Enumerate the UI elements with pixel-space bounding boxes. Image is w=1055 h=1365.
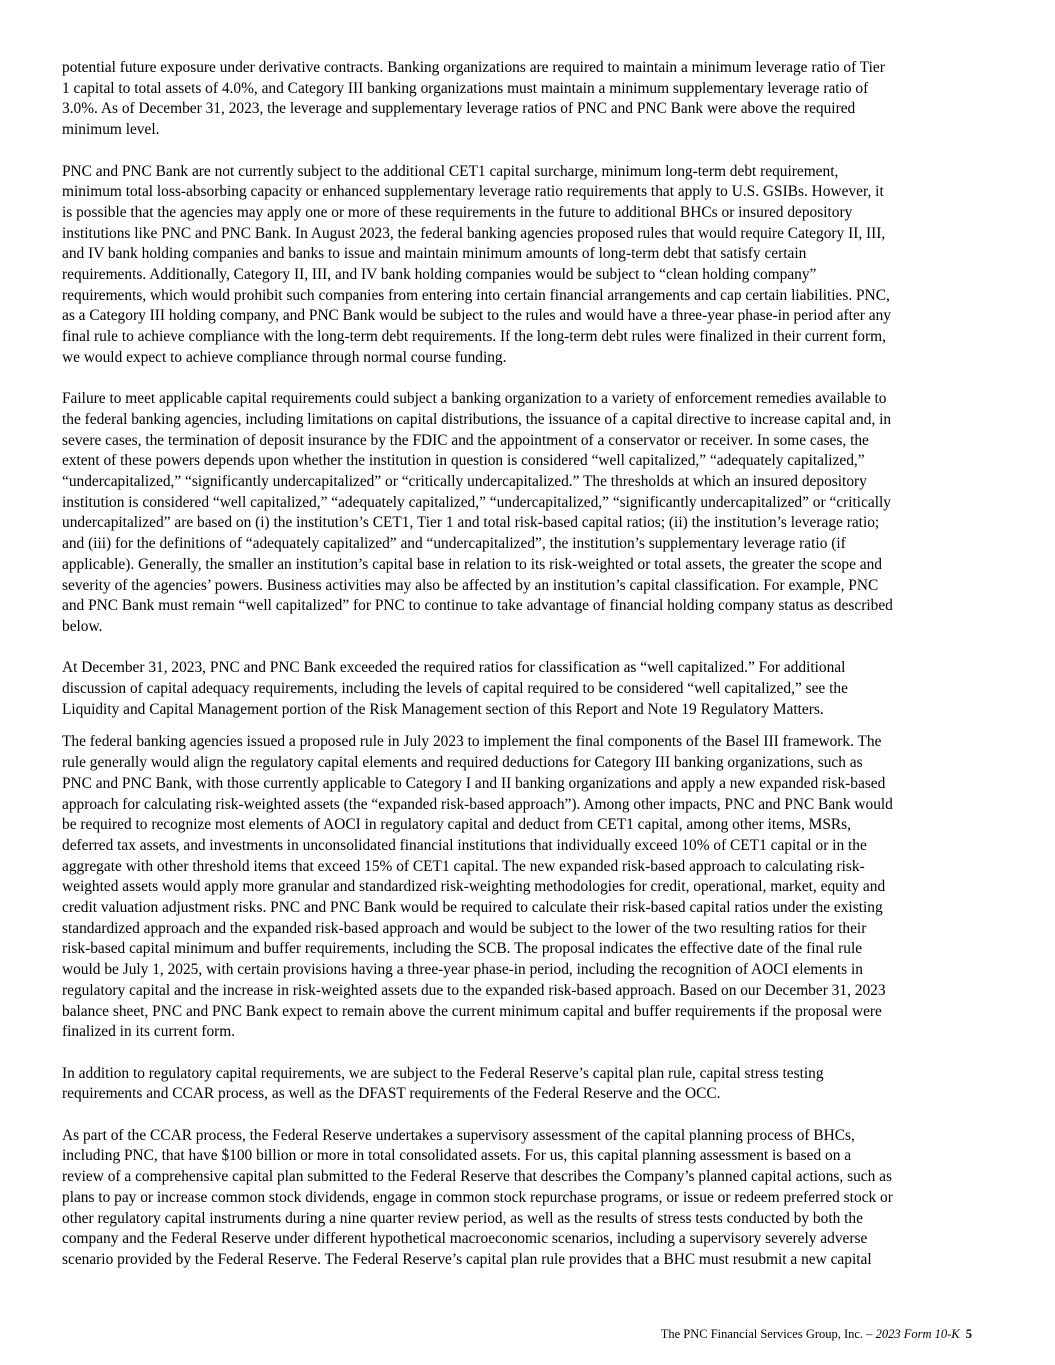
text-line: other regulatory capital instruments during a nine quarter review period, as well as the results of stress tests conducted by both the bbox=[62, 1209, 863, 1227]
text-line: company and the Federal Reserve under different hypothetical macroeconomic scenarios, including a supervisory severely adverse bbox=[62, 1230, 868, 1248]
text-line: be required to recognize most elements of AOCI in regulatory capital and deduct from CET1 capital, among other items, MSRs, bbox=[62, 816, 851, 834]
text-line: PNC and PNC Bank are not currently subject to the additional CET1 capital surcharge, minimum long-term debt requirement, bbox=[62, 162, 839, 180]
text-line: we would expect to achieve compliance through normal course funding. bbox=[62, 348, 507, 366]
footer-company: The PNC Financial Services Group, Inc. – bbox=[660, 1327, 873, 1341]
text-line: undercapitalized” are based on (i) the institution’s CET1, Tier 1 and total risk-based capital ratios; (ii) the institution’s leverage ratio; bbox=[62, 514, 880, 532]
text-line: rule generally would align the regulatory capital elements and required deductions for Category III banking organizations, such as bbox=[62, 754, 863, 772]
text-line: balance sheet, PNC and PNC Bank expect to remain above the current minimum capital and buffer requirements if the proposal were bbox=[62, 1002, 882, 1020]
text-line: In addition to regulatory capital requirements, we are subject to the Federal Reserve’s capital plan rule, capital stress testing bbox=[62, 1064, 824, 1082]
text-line: including PNC, that have $100 billion or more in total consolidated assets. For us, this capital planning assessment is based on a bbox=[62, 1147, 852, 1165]
text-line: Liquidity and Capital Management portion of the Risk Management section of this Report and Note 19 Regulatory Matters. bbox=[62, 700, 824, 718]
text-line: severe cases, the termination of deposit insurance by the FDIC and the appointment of a conservator or receiver. In some cases, the bbox=[62, 431, 869, 449]
text-line: “undercapitalized,” “significantly undercapitalized” or “critically undercapitalized.” The thresholds at which an insured depository bbox=[62, 473, 867, 491]
paragraph-basel-iii bbox=[62, 732, 997, 1043]
text-line: minimum total loss-absorbing capacity or enhanced supplementary leverage ratio requirements that apply to U.S. GSIBs. However, it bbox=[62, 183, 884, 201]
text-line: the federal banking agencies, including limitations on capital distributions, the issuance of a capital directive to increase capital and, in bbox=[62, 410, 892, 428]
page-number: 5 bbox=[965, 1327, 972, 1341]
text-line: 1 capital to total assets of 4.0%, and Category III banking organizations must maintain a minimum supplementary leverage ratio of bbox=[62, 79, 869, 97]
text-line: would be July 1, 2025, with certain provisions having a three-year phase-in period, including the recognition of AOCI elements in bbox=[62, 961, 863, 979]
paragraph-capital-plan-rule bbox=[62, 1064, 997, 1105]
text-line: institutions like PNC and PNC Bank. In August 2023, the federal banking agencies proposed rules that would require Category II, III, bbox=[62, 224, 886, 242]
text-line: requirements. Additionally, Category II, III, and IV bank holding companies would be subject to “clean holding company” bbox=[62, 266, 817, 284]
text-line: finalized in its current form. bbox=[62, 1023, 236, 1041]
paragraph-ccar-process bbox=[62, 1126, 997, 1271]
paragraph-gsib-requirements bbox=[62, 162, 997, 369]
text-line: As part of the CCAR process, the Federal Reserve undertakes a supervisory assessment of the capital planning process of BHCs, bbox=[62, 1126, 855, 1144]
footer-form: 2023 Form 10-K bbox=[875, 1327, 960, 1341]
text-line: approach for calculating risk-weighted assets (the “expanded risk-based approach”). Among other impacts, PNC and PNC Bank would bbox=[62, 795, 893, 813]
text-line: below. bbox=[62, 617, 103, 635]
text-line: scenario provided by the Federal Reserve. The Federal Reserve’s capital plan rule provides that a BHC must resubmit a new capital bbox=[62, 1251, 872, 1268]
text-line: 3.0%. As of December 31, 2023, the leverage and supplementary leverage ratios of PNC and PNC Bank were above the required bbox=[62, 100, 856, 118]
text-line: institution is considered “well capitalized,” “adequately capitalized,” “undercapitalized,” “significantly undercapitalized” or “critically bbox=[62, 493, 891, 511]
text-line: review of a comprehensive capital plan submitted to the Federal Reserve that describes the Company’s planned capital actions, such as bbox=[62, 1168, 892, 1186]
text-line: deferred tax assets, and investments in unconsolidated financial institutions that individually exceed 10% of CET1 capital or in the bbox=[62, 836, 867, 854]
text-line: PNC and PNC Bank, with those currently applicable to Category I and II banking organizations and apply a new expanded risk-based bbox=[62, 774, 886, 792]
page-footer bbox=[661, 1327, 972, 1342]
text-line: discussion of capital adequacy requirements, including the levels of capital required to be considered “well capitalized,” see the bbox=[62, 680, 848, 698]
text-line: is possible that the agencies may apply one or more of these requirements in the future to additional BHCs or insured depository bbox=[62, 203, 853, 221]
document-body bbox=[62, 58, 997, 1271]
paragraph-well-capitalized bbox=[62, 658, 997, 720]
text-line: requirements and CCAR process, as well as the DFAST requirements of the Federal Reserve and the OCC. bbox=[62, 1085, 721, 1103]
text-line: final rule to achieve compliance with the long-term debt requirements. If the long-term debt rules were finalized in their current form, bbox=[62, 328, 886, 346]
text-line: as a Category III holding company, and PNC Bank would be subject to the rules and would have a three-year phase-in period after any bbox=[62, 307, 891, 325]
text-line: At December 31, 2023, PNC and PNC Bank exceeded the required ratios for classification as “well capitalized.” For additional bbox=[62, 659, 846, 677]
text-line: plans to pay or increase common stock dividends, engage in common stock repurchase programs, or issue or redeem preferred stock or bbox=[62, 1188, 893, 1206]
text-line: and IV bank holding companies and banks to issue and maintain minimum amounts of long-term debt that satisfy certain bbox=[62, 245, 807, 263]
text-line: and PNC Bank must remain “well capitalized” for PNC to continue to take advantage of financial holding company status as described bbox=[62, 597, 893, 615]
text-line: weighted assets would apply more granular and standardized risk-weighting methodologies for credit, operational, market, equity and bbox=[62, 878, 886, 896]
text-line: credit valuation adjustment risks. PNC and PNC Bank would be required to calculate their risk-based capital ratios under the existing bbox=[62, 899, 883, 917]
text-line: potential future exposure under derivative contracts. Banking organizations are required to maintain a minimum leverage ratio of Tier bbox=[62, 59, 885, 76]
paragraph-enforcement-remedies bbox=[62, 389, 997, 637]
text-line: The federal banking agencies issued a proposed rule in July 2023 to implement the final components of the Basel III framework. The bbox=[62, 733, 882, 751]
text-line: Failure to meet applicable capital requirements could subject a banking organization to a variety of enforcement remedies available to bbox=[62, 390, 887, 408]
text-line: extent of these powers depends upon whether the institution in question is considered “well capitalized,” “adequately capitalized,” bbox=[62, 452, 865, 470]
text-line: applicable). Generally, the smaller an institution’s capital base in relation to its risk-weighted or total assets, the greater the scope and bbox=[62, 555, 883, 573]
text-line: regulatory capital and the increase in risk-weighted assets due to the expanded risk-based approach. Based on our December 31, 2023 bbox=[62, 981, 886, 999]
text-line: severity of the agencies’ powers. Business activities may also be affected by an institution’s capital classification. For example, PNC bbox=[62, 576, 879, 594]
text-line: risk-based capital minimum and buffer requirements, including the SCB. The proposal indicates the effective date of the final rule bbox=[62, 940, 863, 958]
text-line: minimum level. bbox=[62, 121, 160, 139]
text-line: aggregate with other threshold items that exceed 15% of CET1 capital. The new expanded risk-based approach to calculating risk- bbox=[62, 857, 865, 875]
text-line: standardized approach and the expanded risk-based approach and would be subject to the lower of the two resulting ratios for their bbox=[62, 919, 867, 937]
paragraph-leverage-ratio bbox=[62, 58, 997, 141]
text-line: requirements, which would prohibit such companies from entering into certain financial arrangements and cap certain liabilities. PNC, bbox=[62, 286, 890, 304]
text-line: and (iii) for the definitions of “adequately capitalized” and “undercapitalized”, the institution’s supplementary leverage ratio (if bbox=[62, 535, 846, 553]
